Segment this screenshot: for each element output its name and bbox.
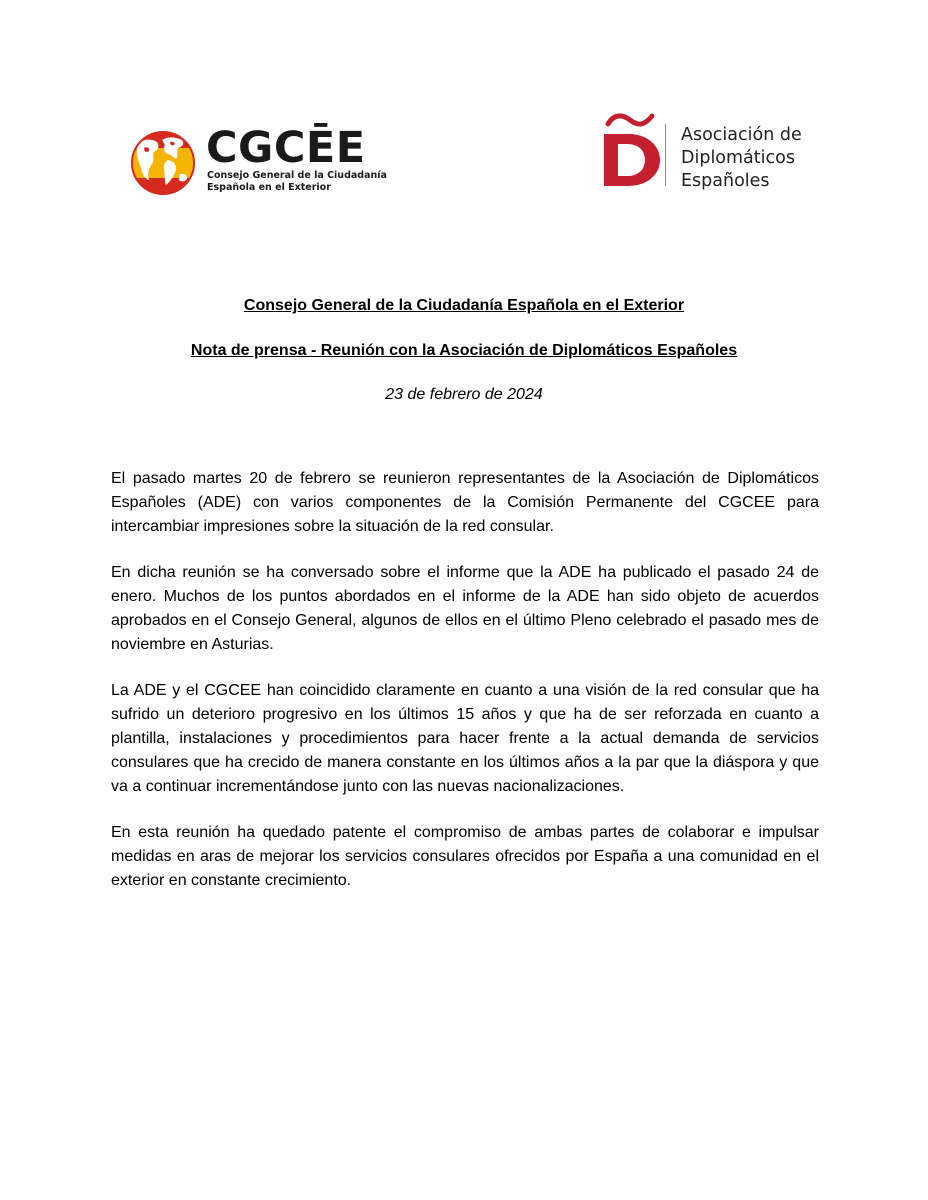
paragraph-2: En dicha reunión se ha conversado sobre el informe que la ADE ha publicado el pasado 24 de enero. Muchos de los puntos abordados en el informe de la ADE han sido objeto de acuerdos aprobados en el Consejo General, algunos de ellos en el último Pleno celebrado el pasado mes de noviembre en Asturias. <box>111 564 819 653</box>
document-date: 23 de febrero de 2024 <box>385 386 543 403</box>
ade-name-line1: Asociación de <box>681 125 802 145</box>
ade-divider <box>665 124 666 186</box>
paragraph-3: La ADE y el CGCEE han coincidido claramente en cuanto a una visión de la red consular que ha sufrido un deterioro progresivo en los últimos 15 años y que ha de ser reforzada en cuanto a plantilla, instalaciones y procedimientos para hacer frente a la actual demanda de servicios consulares que ha crecido de manera constante en los últimos años a la par que la diáspora y que va a continuar incrementándose junto con las nuevas nacionalizaciones. <box>111 682 819 795</box>
globe-icon <box>130 130 196 196</box>
paragraph-1: El pasado martes 20 de febrero se reunieron representantes de la Asociación de Diplomáticos Españoles (ADE) con varios componentes de la Comisión Permanente del CGCEE para intercambiar impresiones sobre la situación de la red consular. <box>111 470 819 535</box>
ade-name-line3: Españoles <box>681 171 770 191</box>
cgcee-subtitle-line1: Consejo General de la Ciudadanía <box>207 170 387 181</box>
ade-logo <box>598 110 828 200</box>
ade-d-tilde-mark <box>598 110 668 190</box>
document-title: Consejo General de la Ciudadanía Española en el Exterior <box>243 297 685 314</box>
ade-name-line2: Diplomáticos <box>681 148 795 168</box>
paragraph-4: En esta reunión ha quedado patente el compromiso de ambas partes de colaborar e impulsar medidas en aras de mejorar los servicios consulares ofrecidos por España a una comunidad en el exterior en constante crecimiento. <box>111 824 819 889</box>
cgcee-wordmark: CGCĒE <box>206 123 366 173</box>
cgcee-logo <box>130 123 387 198</box>
ade-name <box>681 124 802 193</box>
press-note-title: Nota de prensa - Reunión con la Asociación de Diplomáticos Españoles <box>190 342 738 359</box>
cgcee-subtitle <box>207 170 387 193</box>
cgcee-subtitle-line2: Española en el Exterior <box>207 181 331 193</box>
document-body <box>111 467 819 915</box>
